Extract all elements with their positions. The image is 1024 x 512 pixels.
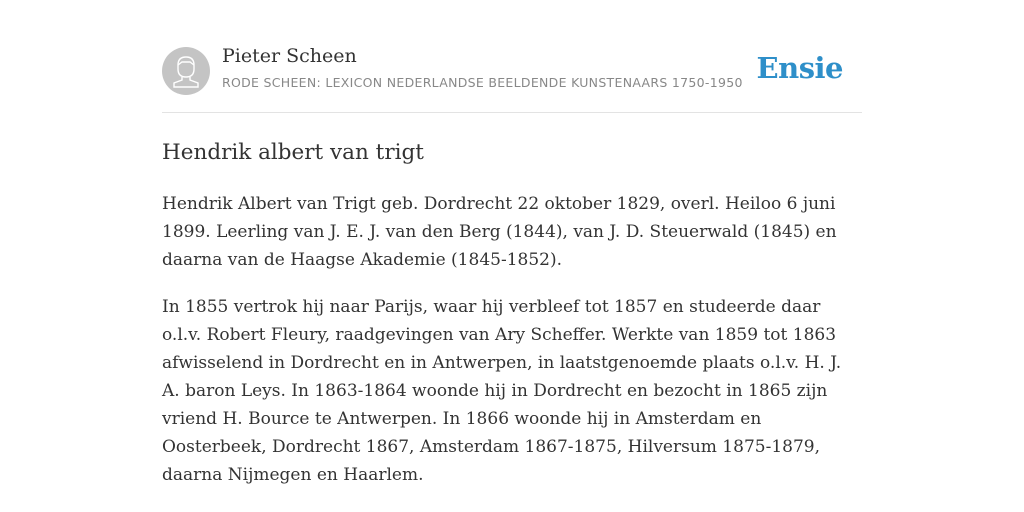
page-content [162,0,862,485]
author-name[interactable]: Pieter Scheen [222,45,357,67]
user-silhouette-icon [162,47,210,95]
article-paragraph: Hendrik Albert van Trigt geb. Dordrecht 22 oktober 1829, overl. Heiloo 6 juni 1899. Leerling van J. E. J. van den Berg (1844), van J. D. Steuerwald (1845) en daarna van de Haagse Akademie (1845-1852). [162,194,837,270]
article-paragraph: In 1855 vertrok hij naar Parijs, waar hij verbleef tot 1857 en studeerde daar o.l.v. Robert Fleury, raadgevingen van Ary Scheffer. Werkte van 1859 tot 1863 afwisselend in Dordrecht en in Antwerpen, in laatstgenoemde plaats o.l.v. H. J. A. baron Leys. In 1863-1864 woonde hij in Dordrecht en bezocht in 1865 zijn vriend H. Bource te Antwerpen. In 1866 woonde hij in Amsterdam en Oosterbeek, Dordrecht 1867, Amsterdam 1867-1875, Hilversum 1875-1879, daarna Nijmegen en Haarlem. [162,297,842,485]
author-avatar[interactable] [162,47,210,95]
source-lexicon[interactable]: RODE SCHEEN: LEXICON NEDERLANDSE BEELDENDE KUNSTENAARS 1750-1950 [222,75,743,90]
article-title: Hendrik albert van trigt [162,140,424,165]
article-header [162,0,862,113]
ensie-logo[interactable]: Ensie [756,51,843,85]
